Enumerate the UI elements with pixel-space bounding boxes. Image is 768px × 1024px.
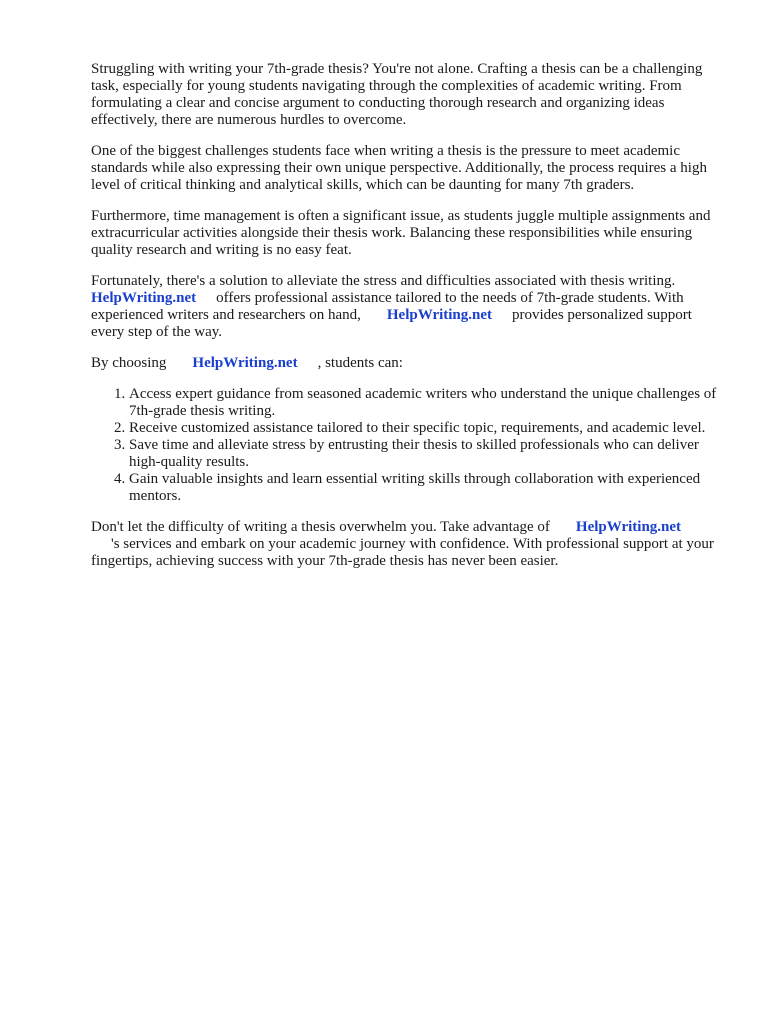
solution-text-b: offers professional assistance tailored to the needs of 7th-grade students. With experienced writers and researchers on hand,	[91, 290, 684, 323]
paragraph-conclusion	[91, 519, 721, 570]
list-item: 2. Receive customized assistance tailored to their specific topic, requirements, and academic level.	[129, 420, 721, 437]
conclusion-text-a: Don't let the difficulty of writing a thesis overwhelm you. Take advantage of	[91, 519, 550, 535]
paragraph-intro: Struggling with writing your 7th-grade thesis? You're not alone. Crafting a thesis can be a challenging task, especially for young students navigating through the complexities of academic writing. From formulating a clear and concise argument to conducting thorough research and organizing ideas effectively, there are numerous hurdles to overcome.	[91, 61, 703, 128]
list-item: 4. Gain valuable insights and learn essential writing skills through collaboration with experienced mentors.	[129, 471, 721, 505]
list-item: 3. Save time and alleviate stress by entrusting their thesis to skilled professionals who can deliver high-quality results.	[129, 437, 721, 471]
paragraph-challenges: One of the biggest challenges students face when writing a thesis is the pressure to meet academic standards while also expressing their own unique perspective. Additionally, the process requires a high level of critical thinking and analytical skills, which can be daunting for many 7th graders.	[91, 143, 707, 193]
helpwriting-link-4[interactable]: HelpWriting.net	[575, 519, 682, 535]
paragraph-solution	[91, 273, 721, 341]
document-page	[91, 61, 721, 584]
helpwriting-link-3[interactable]: HelpWriting.net	[192, 355, 298, 371]
solution-text-c: provides personalized support every step of the way.	[91, 307, 692, 340]
helpwriting-link-1[interactable]: HelpWriting.net	[91, 290, 197, 306]
conclusion-text-b: 's services and embark on your academic journey with confidence. With professional support at your fingertips, achieving success with your 7th-grade thesis has never been easier.	[91, 536, 714, 569]
list-item: 1. Access expert guidance from seasoned academic writers who understand the unique challenges of 7th-grade thesis writing.	[129, 386, 721, 420]
solution-text-a: Fortunately, there's a solution to alleviate the stress and difficulties associated with thesis writing.	[91, 273, 676, 289]
paragraph-time-management: Furthermore, time management is often a significant issue, as students juggle multiple assignments and extracurricular activities alongside their thesis work. Balancing these responsibilities while ensuring quality research and writing is no easy feat.	[91, 208, 711, 258]
helpwriting-link-2[interactable]: HelpWriting.net	[386, 307, 493, 323]
benefits-list	[91, 386, 721, 505]
choosing-text-b: , students can:	[317, 355, 403, 371]
paragraph-by-choosing	[91, 355, 721, 372]
choosing-text-a: By choosing	[91, 355, 167, 371]
